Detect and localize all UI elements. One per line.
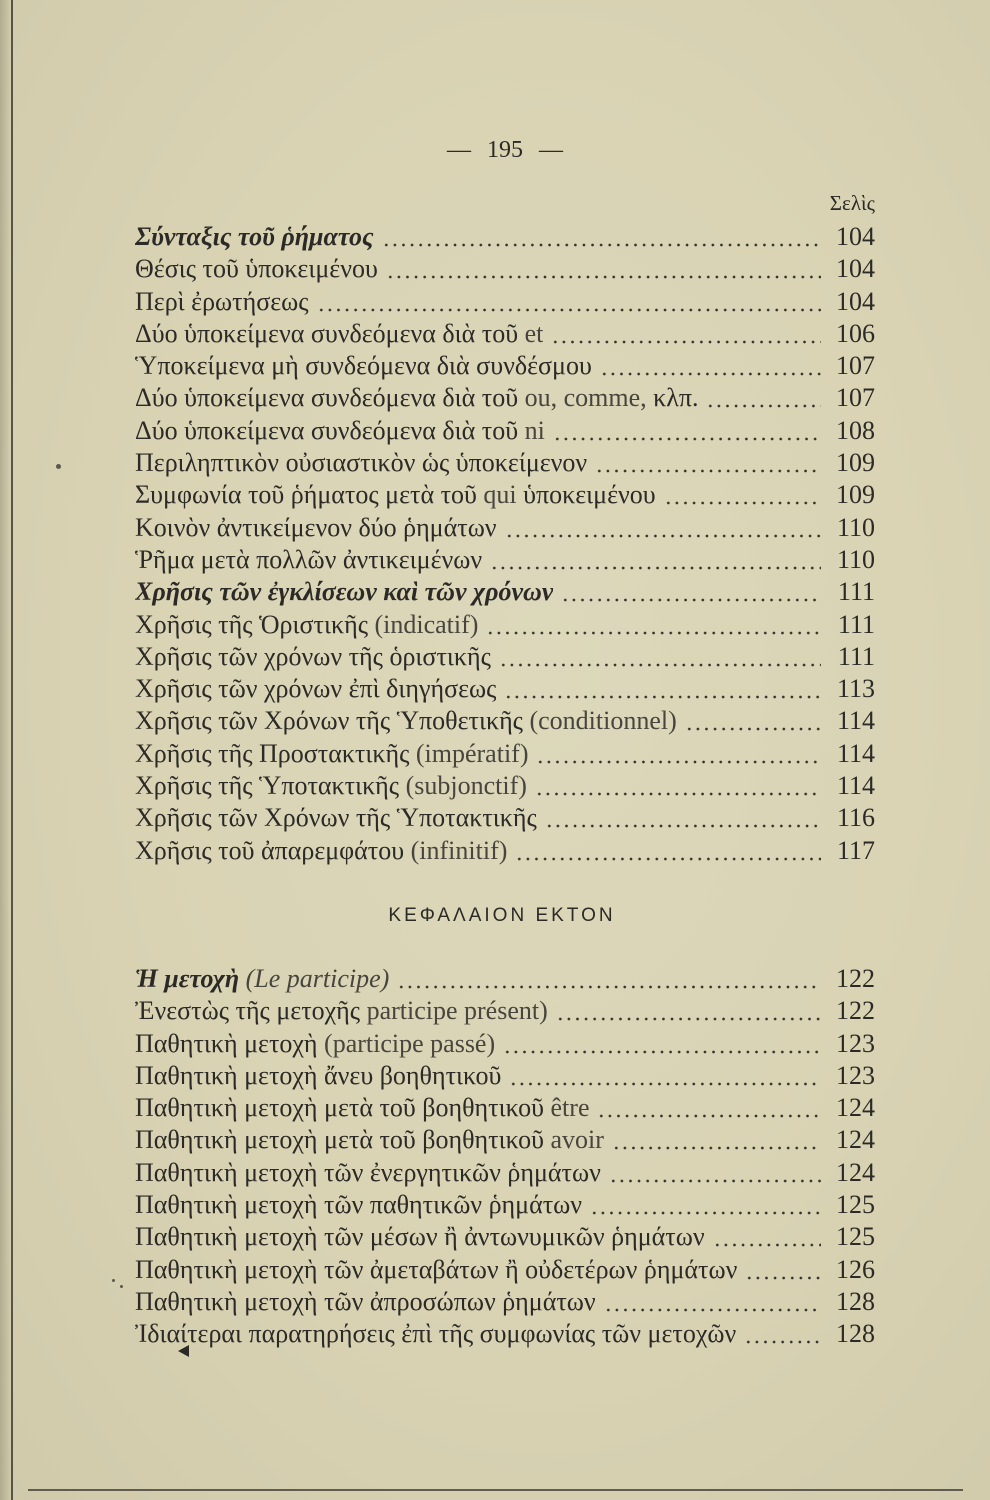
toc-entry-title-part: participe présent) [366,996,548,1026]
toc-page-number: 123 [836,1028,875,1058]
toc-entry-title-part: (impératif) [415,738,529,768]
toc-entry-title [135,415,545,447]
toc-page-number: 124 [836,1125,875,1155]
toc-page-number: 104 [836,254,875,284]
toc-entry-title [135,1060,501,1092]
toc-entry-title-part: Ῥῆμα μετὰ πολλῶν ἀντικειμένων [135,544,483,574]
dot-leader [515,835,821,867]
toc-entry-title [135,1318,736,1350]
dot-leader [745,1254,821,1286]
toc-entry-title-part: Δύο ὑποκείμενα συνδεόμενα διὰ τοῦ [135,415,525,445]
toc-entry [135,1254,875,1286]
toc-entry-title [135,512,497,544]
toc-entry [135,802,875,834]
toc-entry-title [135,1189,582,1221]
toc-page-number: 128 [836,1319,875,1349]
toc-entry [135,286,875,318]
toc-entry-title [135,1092,589,1124]
toc-entry-title-part: qui [483,480,517,510]
toc-entry-title-part: Παθητικὴ μετοχὴ τῶν μέσων ἢ ἀντωνυμικῶν ῥημάτων [135,1222,705,1252]
toc-entry-title-part: (participe passé) [324,1028,496,1058]
toc-entry-title [135,673,496,705]
toc-entry-title-part: ni [524,415,545,445]
toc-page-number: 124 [836,1157,875,1187]
toc-entry [135,673,875,705]
toc-entry [135,738,875,770]
toc-entry-title-part: Παθητικὴ μετοχὴ τῶν παθητικῶν ῥημάτων [135,1190,583,1220]
toc-page-number: 111 [837,641,875,671]
toc-entry [135,770,875,802]
toc-entry-title [135,576,553,608]
toc-page-number: 124 [836,1093,875,1123]
toc-entry-title-part: Χρῆσις τῶν Χρόνων τῆς Ὑποτακτικῆς [135,803,537,833]
ink-speck [56,464,61,469]
toc-entry-title [135,1028,495,1060]
toc-entry-title [135,1221,705,1253]
toc-page-number: 111 [837,577,875,607]
toc-entry-title-part: Χρῆσις τῶν Χρόνων τῆς Ὑποθετικῆς [135,706,530,736]
toc-entry-title-part: être [550,1093,590,1123]
toc-entry-title-part: ὑποκειμένου [516,480,656,510]
toc-entry [135,609,875,641]
toc-entry [135,1028,875,1060]
toc-entry-title [135,286,309,318]
toc-entry-title-part: Ἰδιαίτεραι παρατηρήσεις ἐπὶ τῆς συμφωνίας τῶν μετοχῶν [135,1319,737,1349]
dot-leader [386,253,821,285]
toc-entry-title [135,544,482,576]
scan-edge-shadow [0,0,11,1500]
dot-leader [553,415,821,447]
toc-page-number: 114 [836,771,875,801]
dot-leader [595,447,821,479]
toc-entry-title-part: et [524,318,544,348]
toc-entry [135,1221,875,1253]
toc-page-number: 125 [836,1222,875,1252]
scan-edge-line-bottom [28,1489,963,1491]
toc-entry-title [135,770,527,802]
toc-entry-title-part: Παθητικὴ μετοχὴ μετὰ τοῦ βοηθητικοῦ [135,1125,551,1155]
toc-entry [135,1092,875,1124]
toc-entry [135,350,875,382]
toc-page-number: 122 [836,996,875,1026]
dot-leader [397,963,821,995]
toc-entry [135,705,875,737]
toc-entry-title [135,1124,604,1156]
toc-entry-title-part: Χρῆσις τῶν χρόνων ἐπὶ διηγήσεως [135,674,497,704]
toc-entry-title [135,609,478,641]
toc-entry-title-part: (subjonctif) [405,771,527,801]
toc-entry-title [135,447,587,479]
toc-entry-title [135,705,677,737]
toc-page-number: 106 [836,318,875,348]
toc-list [135,221,875,867]
toc-entry-title-part: Συμφωνία τοῦ ῥήματος μετὰ τοῦ [135,480,484,510]
scan-edge-line-left [11,0,13,1500]
toc-entry-title-part: Περιληπτικὸν οὐσιαστικὸν ὡς ὑποκείμενον [135,448,588,478]
dot-leader [600,350,821,382]
toc-entry [135,1286,875,1318]
toc-entry [135,1124,875,1156]
toc-entry-title [135,1254,737,1286]
toc-entry-title-part: Σύνταξις τοῦ ῥήματος [135,222,374,251]
toc-entry-title-part: Χρῆσις τῶν χρόνων τῆς ὁριστικῆς [135,641,491,671]
toc-page-number: 104 [836,222,875,251]
toc-entry-title-part: Παθητικὴ μετοχὴ [135,1028,325,1058]
toc-entry [135,318,875,350]
toc-entry [135,447,875,479]
toc-page-number: 111 [837,609,875,639]
toc-page-number: 109 [836,480,875,510]
toc-entry [135,1189,875,1221]
toc-entry-title [135,221,374,253]
toc-page-number: 104 [836,286,875,316]
toc-entry [135,253,875,285]
toc-entry-title [135,835,507,867]
toc-entry-title [135,479,656,511]
dot-leader [664,479,821,511]
dot-leader [713,1221,821,1253]
dot-leader [486,609,821,641]
toc-page-number: 114 [836,706,875,736]
toc-entry-title-part: (Le participe) [245,964,390,993]
toc-entry-title [135,253,378,285]
toc-entry-title-part: κλπ. [653,383,699,413]
toc-entry-title-part: avoir [550,1125,604,1155]
dot-leader [612,1124,821,1156]
toc-page-number: 122 [836,964,875,993]
toc-list-chapter [135,963,875,1351]
page-number: — 195 — [447,137,563,163]
toc-entry-title-part: Παθητικὴ μετοχὴ τῶν ἐνεργητικῶν ῥημάτων [135,1157,601,1187]
toc-entry-title [135,641,491,673]
toc-entry-title [135,350,592,382]
ink-speck [112,1279,115,1282]
dot-leader [706,382,821,414]
toc-entry [135,479,875,511]
toc-entry-title [135,1157,601,1189]
dot-leader [317,286,821,318]
page-column-label: Σελὶς [829,191,875,215]
toc-entry-title-part: (infinitif) [410,835,508,865]
toc-entry-title [135,963,389,995]
chapter-heading: ΚΕΦΑΛΑΙΟΝ ΕΚΤΟΝ [388,905,616,926]
toc-entry-title-part: Χρῆσις τῆς Ὑποτακτικῆς [135,771,406,801]
toc-entry-title [135,1286,596,1318]
toc-entry-title-part: Ἐνεστὼς τῆς μετοχῆς [135,996,367,1026]
toc-page-number: 126 [836,1254,875,1284]
toc-entry-title-part: Παθητικὴ μετοχὴ μετὰ τοῦ βοηθητικοῦ [135,1093,551,1123]
toc-entry-title-part: Παθητικὴ μετοχὴ ἄνευ βοηθητικοῦ [135,1060,502,1090]
dot-leader [556,995,821,1027]
dot-leader [561,576,821,608]
dot-leader [744,1318,821,1350]
dot-leader [609,1157,821,1189]
toc-page-number: 125 [836,1190,875,1220]
toc-entry-title-part: Παθητικὴ μετοχὴ τῶν ἀπροσώπων ῥημάτων [135,1286,596,1316]
dot-leader [503,1028,821,1060]
toc-entry-title [135,738,528,770]
toc-entry [135,1157,875,1189]
toc-page-number: 114 [836,738,875,768]
toc-entry-title [135,318,543,350]
toc-entry-title-part: Χρῆσις τῆς Προστακτικῆς [135,738,416,768]
toc-page-number: 123 [836,1060,875,1090]
toc-page-number: 107 [836,351,875,381]
dot-leader [536,738,821,770]
toc-entry-title-part: Θέσις τοῦ ὑποκειμένου [135,254,378,284]
toc-entry-title-part: Ἡ μετοχὴ [135,964,246,993]
toc-entry-title-part: Παθητικὴ μετοχὴ τῶν ἀμεταβάτων ἢ οὐδετέρων ῥημάτων [135,1254,738,1284]
toc-page-number: 109 [836,448,875,478]
toc-page-number: 110 [836,512,875,542]
dot-leader [490,544,821,576]
toc-page-number: 113 [836,674,875,704]
dot-leader [545,802,821,834]
dot-leader [551,318,821,350]
toc-page-number: 116 [836,803,875,833]
toc-entry [135,1318,875,1350]
ink-speck [120,1285,123,1288]
toc-entry-title-part: Ὑποκείμενα μὴ συνδεόμενα διὰ συνδέσμου [135,351,592,381]
dot-leader [604,1286,821,1318]
toc-entry-title [135,382,698,414]
dot-leader [499,641,821,673]
toc-entry [135,641,875,673]
toc-entry-title-part: Χρῆσις τῆς Ὁριστικῆς [135,609,375,639]
toc-entry [135,835,875,867]
toc-page-number: 128 [836,1286,875,1316]
toc-entry [135,382,875,414]
toc-entry-title [135,995,548,1027]
dot-leader [509,1060,821,1092]
toc-entry-title-part: Περὶ ἐρωτήσεως [135,286,309,316]
toc-section-heading [135,221,875,253]
toc-entry-title-part: Χρῆσις τῶν ἐγκλίσεων καὶ τῶν χρόνων [135,577,554,607]
toc-entry-title [135,802,537,834]
toc-entry-title-part: ou, comme, [524,383,654,413]
toc-entry-title-part: Χρῆσις τοῦ ἀπαρεμφάτου [135,835,411,865]
dot-leader [685,705,821,737]
dot-leader [505,512,821,544]
toc-page-number: 108 [836,415,875,445]
toc-entry-title-part: Δύο ὑποκείμενα συνδεόμενα διὰ τοῦ [135,383,525,413]
toc-page-number: 110 [836,544,875,574]
toc-entry-title-part: (indicatif) [374,609,479,639]
toc-entry [135,415,875,447]
toc-entry [135,995,875,1027]
toc-page-number: 117 [836,835,875,865]
toc-entry [135,1060,875,1092]
toc-entry-title-part: Δύο ὑποκείμενα συνδεόμενα διὰ τοῦ [135,318,525,348]
dot-leader [590,1189,821,1221]
dot-leader [504,673,821,705]
toc-entry-title-part: Κοινὸν ἀντικείμενον δύο ῥημάτων [135,512,497,542]
toc-entry [135,512,875,544]
dot-leader [535,770,821,802]
toc-entry-title-part: (conditionnel) [529,706,677,736]
toc-entry [135,544,875,576]
dot-leader [382,221,821,253]
toc-section-heading [135,576,875,608]
toc-page-number: 107 [836,383,875,413]
dot-leader [597,1092,821,1124]
toc-section-heading [135,963,875,995]
